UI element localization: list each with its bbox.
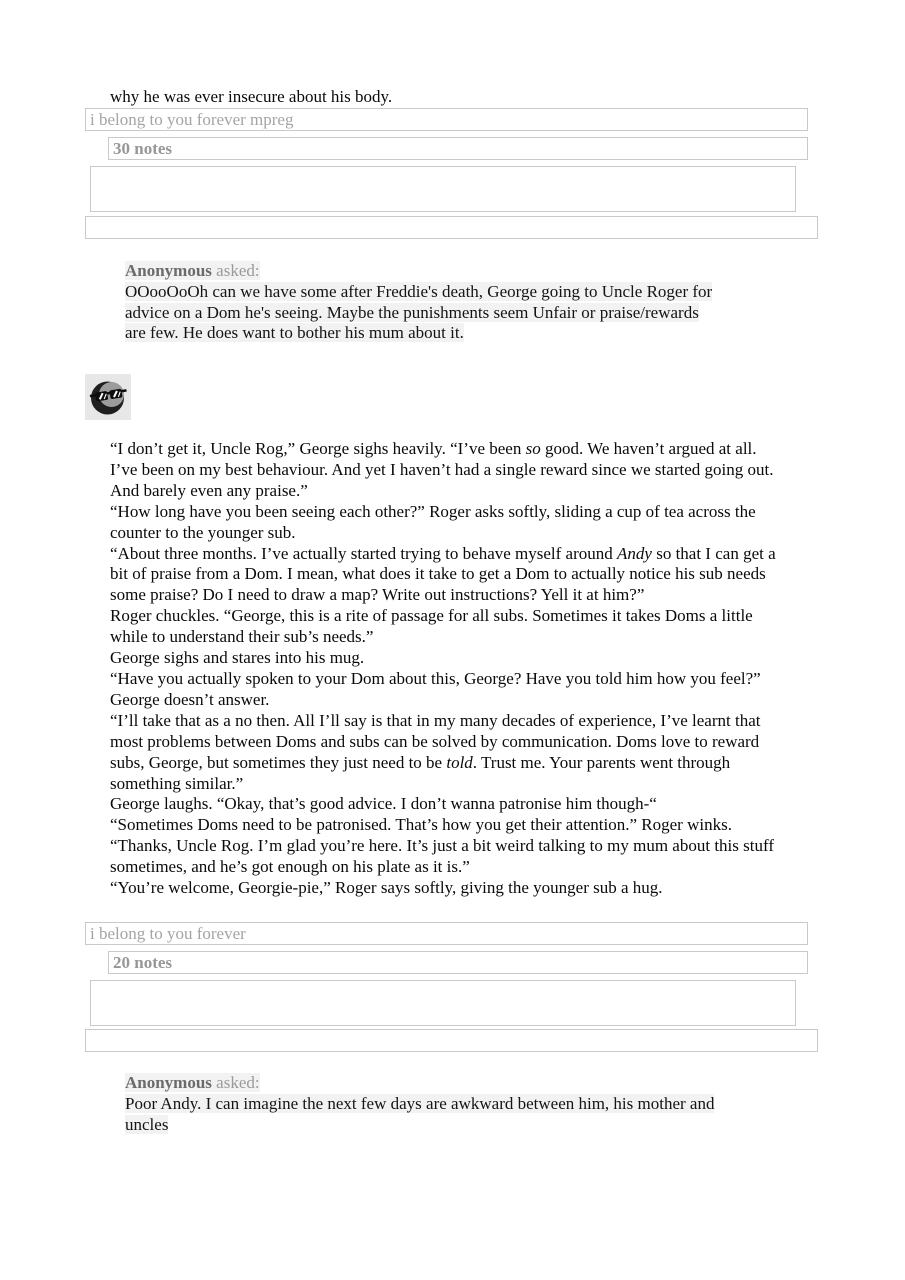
notes-field[interactable]: 20 notes	[108, 951, 808, 974]
tags-input[interactable]: i belong to you forever mpreg	[85, 108, 808, 131]
ask-header	[125, 260, 717, 281]
reply-box-large[interactable]	[90, 166, 796, 212]
ask-block	[125, 260, 717, 344]
reply-box-large[interactable]	[90, 980, 796, 1026]
notes-field[interactable]: 30 notes	[108, 137, 808, 160]
tags-input[interactable]: i belong to you forever	[85, 922, 808, 945]
ask-author: Anonymous	[125, 1073, 212, 1092]
ask-block	[125, 1072, 717, 1135]
ask-question: Poor Andy. I can imagine the next few days are awkward between him, his mother and uncles	[125, 1094, 715, 1134]
ask-question: OOooOoOh can we have some after Freddie's death, George going to Uncle Roger for advice on a Dom he's seeing. Maybe the punishments seem Unfair or praise/rewards are few. He does want to bother his mum about it.	[125, 282, 713, 343]
reply-box-small[interactable]	[85, 216, 818, 239]
story-text: “I don’t get it, Uncle Rog,” George sighs heavily. “I’ve been so good. We haven’t argued at all. I’ve been on my best behaviour. And yet I haven’t had a single reward since we started going out. And barely even any praise.” “How long have you been seeing each other?” Roger asks softly, sliding a cup of tea across the counter to the younger sub. “About three months. I’ve actually started trying to behave myself around Andy so that I can get a bit of praise from a Dom. I mean, what does it take to get a Dom to actually notice his sub needs some praise? Do I need to draw a map? Write out instructions? Yell it at him?” Roger chuckles. “George, this is a rite of passage for all subs. Sometimes it takes Doms a little while to understand their sub’s needs.” George sighs and stares into his mug. “Have you actually spoken to your Dom about this, George? Have you told him how you feel?” George doesn’t answer. “I’ll take that as a no then. All I’ll say is that in my many decades of experience, I’ve learnt that most problems between Doms and subs can be solved by communication. Doms love to reward subs, George, but sometimes they just need to be told. Trust me. Your parents went through something similar.” George laughs. “Okay, that’s good advice. I don’t wanna patronise him though-“ “Sometimes Doms need to be patronised. That’s how you get their attention.” Roger winks. “Thanks, Uncle Rog. I’m glad you’re here. It’s just a bit weird talking to my mum about this stuff sometimes, and he’s got enough on his plate as it is.” “You’re welcome, Georgie-pie,” Roger says softly, giving the younger sub a hug.	[110, 439, 776, 898]
ask-label: asked:	[211, 261, 260, 280]
post-body-excerpt: why he was ever insecure about his body.	[110, 87, 393, 106]
ask-label: asked:	[211, 1073, 260, 1092]
avatar[interactable]	[85, 374, 131, 420]
ask-author: Anonymous	[125, 261, 212, 280]
reply-box-small[interactable]	[85, 1029, 818, 1052]
sunglasses-face-icon	[85, 405, 131, 424]
ask-header	[125, 1072, 717, 1093]
